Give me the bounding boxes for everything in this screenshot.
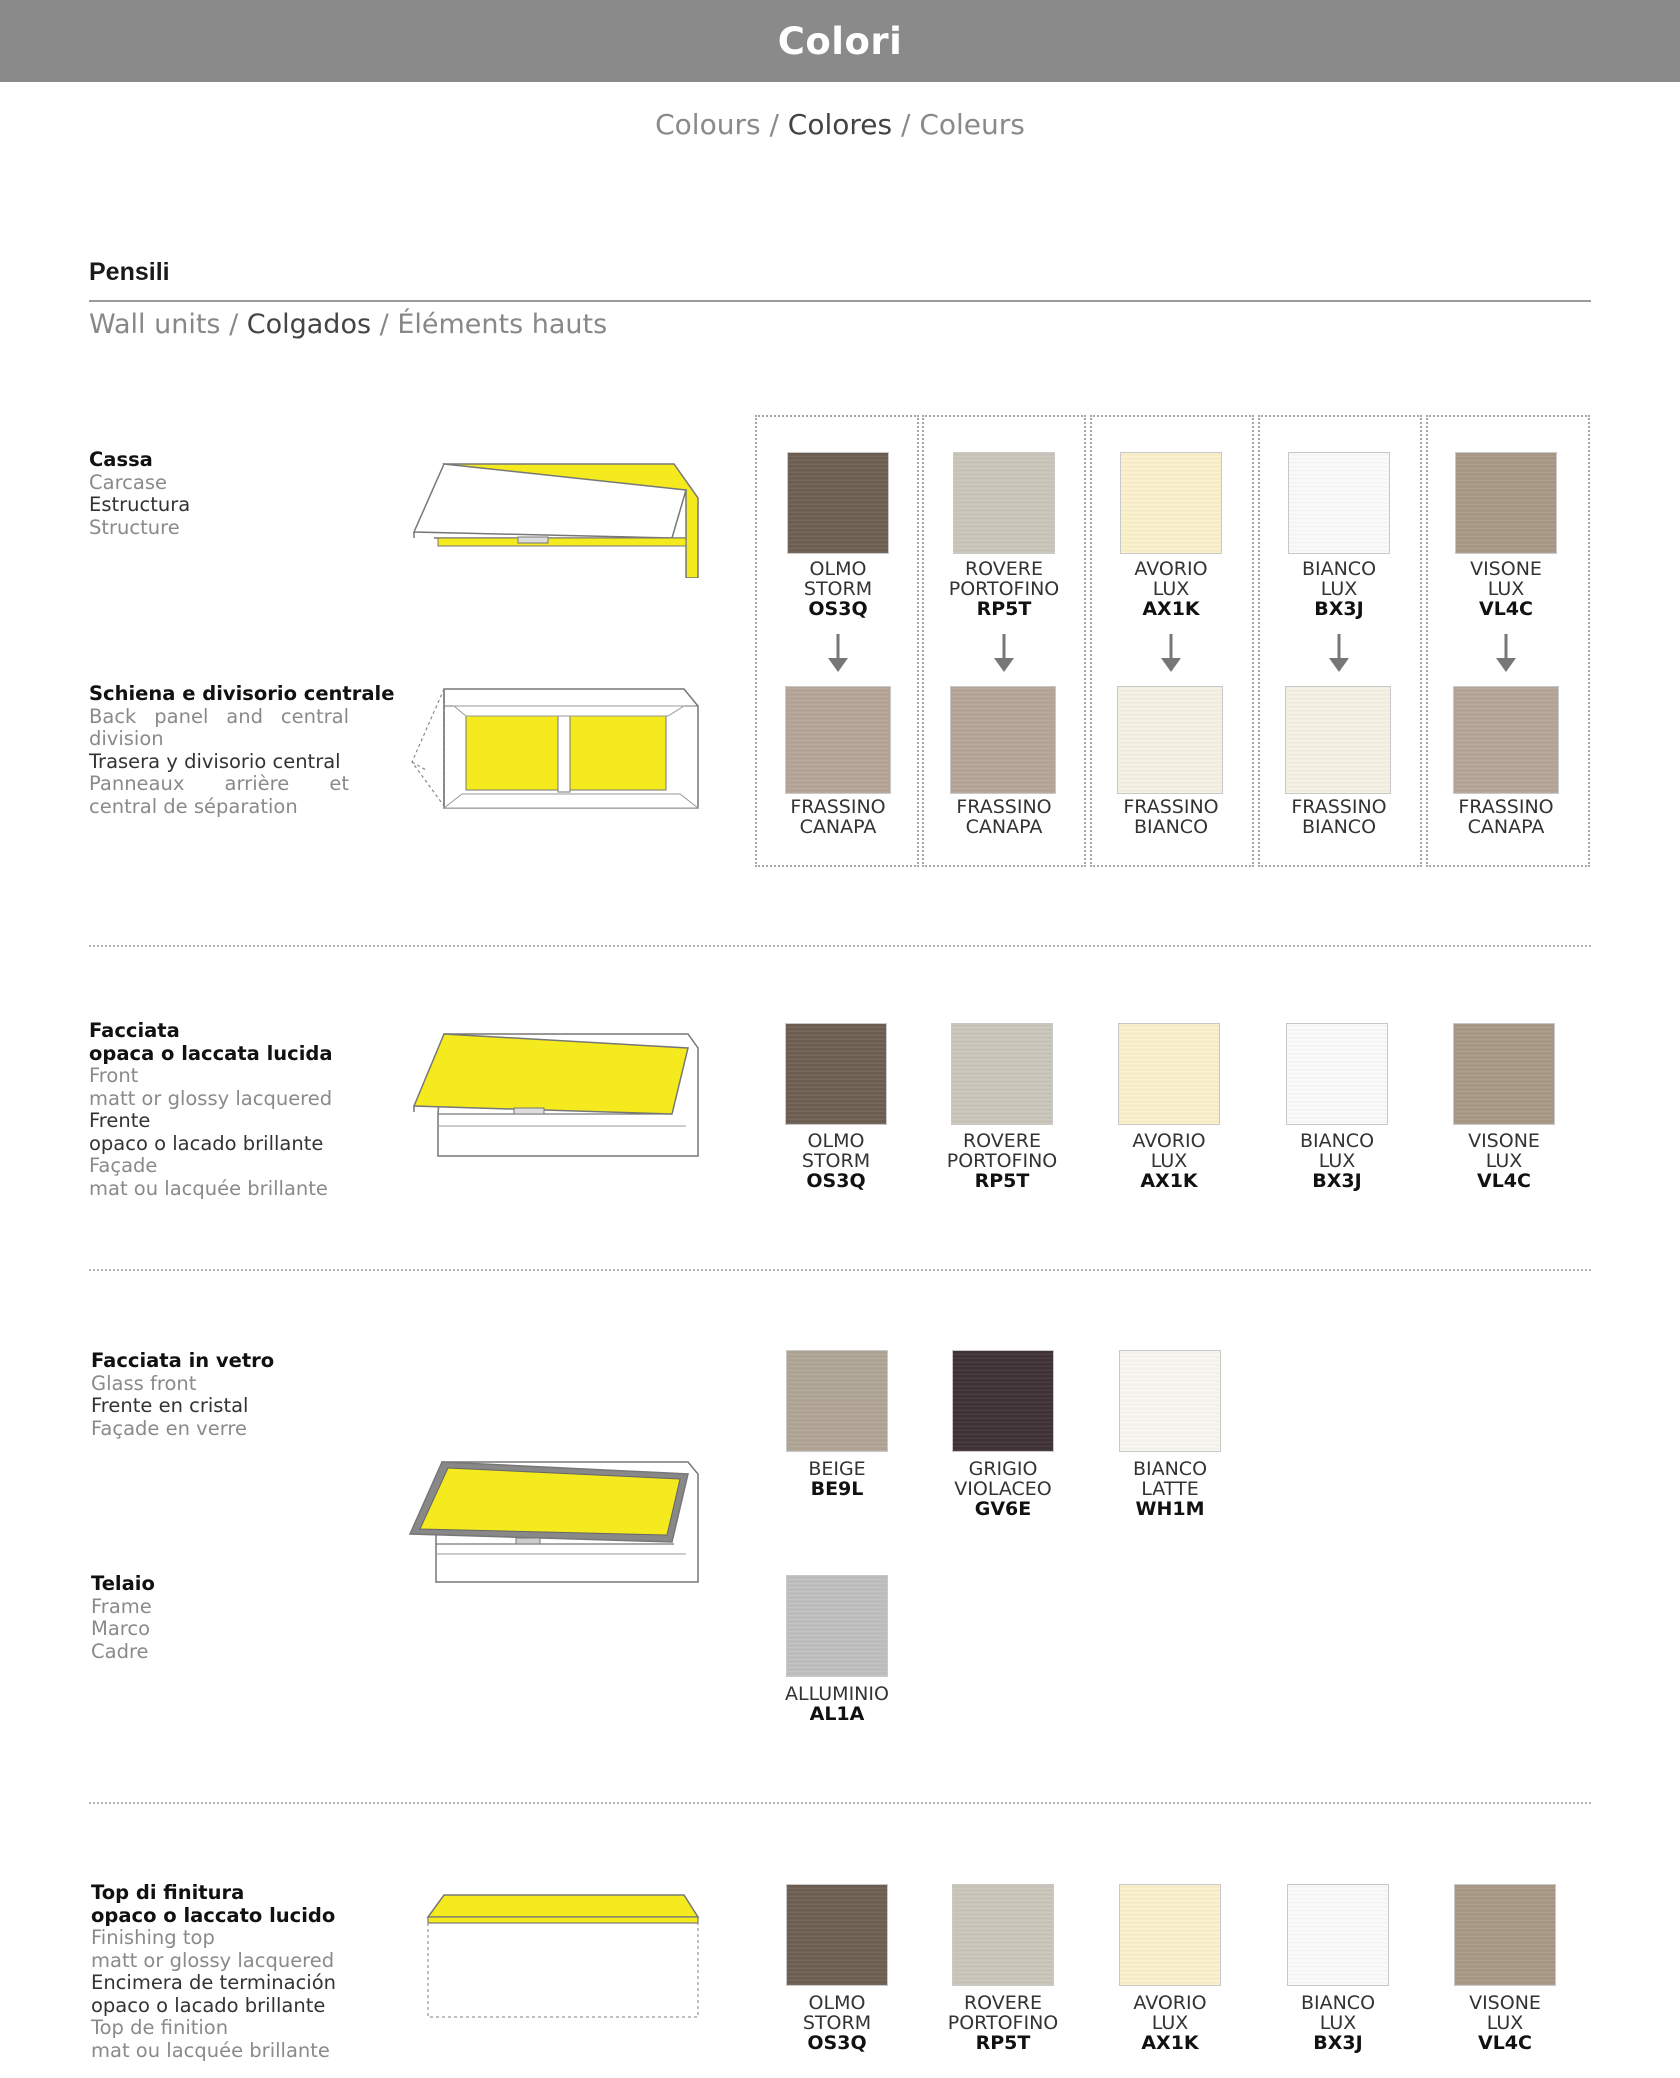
- divider: [89, 945, 1591, 947]
- subtitle-en: Colours: [655, 108, 761, 141]
- glass-front-illustration: [404, 1458, 710, 1584]
- facciata-en: matt or glossy lacquered: [89, 1086, 333, 1110]
- vetro-fr: Façade en verre: [91, 1416, 247, 1440]
- swatch-label: BEIGE BE9L: [808, 1458, 866, 1500]
- divider: [89, 1269, 1591, 1271]
- color-swatch: [787, 452, 889, 554]
- swatch-label: FRASSINO CANAPA: [1458, 796, 1554, 838]
- top-es: Encimera de terminación: [91, 1971, 337, 1994]
- color-swatch: [786, 1884, 888, 1986]
- swatch-label: AVORIO LUX AX1K: [1132, 1130, 1206, 1192]
- cassa-es: Estructura: [89, 493, 191, 516]
- carcase-illustration: [410, 458, 710, 578]
- subtitle-sep: /: [892, 108, 920, 141]
- facciata-it: Facciata: [89, 1019, 180, 1042]
- color-swatch: [1455, 452, 1557, 554]
- color-swatch: [1120, 452, 1222, 554]
- facciata-fr: Façade: [89, 1154, 158, 1177]
- color-swatch: [786, 1575, 888, 1677]
- subtitle-es: Colores: [787, 108, 893, 141]
- swatch-label: VISONE LUX VL4C: [1469, 1992, 1541, 2054]
- color-swatch: [952, 1884, 1054, 1986]
- facciata-en: Front: [89, 1064, 139, 1087]
- section-subtitle: [89, 309, 607, 340]
- arrow-down-icon: [826, 634, 850, 674]
- cassa-fr: Structure: [89, 515, 180, 539]
- color-swatch: [1453, 686, 1559, 794]
- vetro-es: Frente en cristal: [91, 1394, 249, 1417]
- section-sub-sep: /: [371, 309, 398, 340]
- schiena-fr: Panneaux arrière et central de séparation: [89, 772, 349, 818]
- color-swatch: [1453, 1023, 1555, 1125]
- front-illustration: [410, 1030, 710, 1160]
- cassa-label: [89, 449, 190, 539]
- telaio-it: Telaio: [91, 1572, 155, 1595]
- top-it: opaco o laccato lucido: [91, 1903, 336, 1927]
- subtitle-fr: Coleurs: [919, 108, 1025, 141]
- color-swatch: [1118, 1023, 1220, 1125]
- swatch-label: OLMO STORM OS3Q: [803, 558, 873, 620]
- telaio-fr: Cadre: [91, 1639, 149, 1663]
- color-swatch: [951, 1023, 1053, 1125]
- schiena-en: Back panel and central division: [89, 704, 349, 750]
- cassa-it: Cassa: [89, 448, 153, 471]
- vetro-it: Facciata in vetro: [91, 1349, 275, 1372]
- telaio-es: Marco: [91, 1617, 151, 1640]
- page-subtitle: [0, 108, 1680, 141]
- top-it: Top di finitura: [91, 1881, 245, 1904]
- swatch-label: BIANCO LATTE WH1M: [1132, 1458, 1208, 1520]
- swatch-label: AVORIO LUX AX1K: [1134, 558, 1208, 620]
- color-swatch: [1119, 1350, 1221, 1452]
- arrow-down-icon: [992, 634, 1016, 674]
- schiena-es: Trasera y divisorio central: [89, 749, 341, 773]
- swatch-label: ROVERE PORTOFINO RP5T: [947, 1992, 1059, 2054]
- telaio-label: [91, 1573, 155, 1663]
- color-swatch: [952, 1350, 1054, 1452]
- arrow-down-icon: [1327, 634, 1351, 674]
- page-header: [0, 0, 1680, 82]
- color-swatch: [786, 1350, 888, 1452]
- top-fr: mat ou lacquée brillante: [91, 2038, 330, 2062]
- swatch-label: VISONE LUX VL4C: [1468, 1130, 1540, 1192]
- back-panel-illustration: [410, 686, 710, 811]
- color-swatch: [1285, 686, 1391, 794]
- section-sub-sep: /: [220, 309, 247, 340]
- top-en: Finishing top: [91, 1926, 215, 1949]
- swatch-label: OLMO STORM OS3Q: [801, 1130, 871, 1192]
- swatch-label: FRASSINO CANAPA: [956, 796, 1052, 838]
- cassa-en: Carcase: [89, 470, 167, 494]
- top-en: matt or glossy lacquered: [91, 1948, 335, 1972]
- vetro-en: Glass front: [91, 1371, 197, 1395]
- page-title: Colori: [777, 19, 903, 63]
- swatch-label: ROVERE PORTOFINO RP5T: [946, 1130, 1058, 1192]
- swatch-label: BIANCO LUX BX3J: [1299, 1130, 1375, 1192]
- color-swatch: [1119, 1884, 1221, 1986]
- swatch-label: ALLUMINIO AL1A: [785, 1683, 889, 1725]
- color-swatch: [785, 1023, 887, 1125]
- finishing-top-illustration: [424, 1891, 710, 2021]
- color-swatch: [1454, 1884, 1556, 1986]
- arrow-down-icon: [1494, 634, 1518, 674]
- color-swatch: [953, 452, 1055, 554]
- swatch-label: AVORIO LUX AX1K: [1133, 1992, 1207, 2054]
- swatch-label: BIANCO LUX BX3J: [1300, 1992, 1376, 2054]
- swatch-label: BIANCO LUX BX3J: [1301, 558, 1377, 620]
- facciata-es: opaco o lacado brillante: [89, 1131, 324, 1155]
- top-es: opaco o lacado brillante: [91, 1993, 326, 2017]
- section-sub-fr: Éléments hauts: [397, 309, 608, 340]
- section-rule: [89, 300, 1591, 302]
- color-swatch: [1286, 1023, 1388, 1125]
- arrow-down-icon: [1159, 634, 1183, 674]
- facciata-fr: mat ou lacquée brillante: [89, 1176, 328, 1200]
- color-swatch: [1117, 686, 1223, 794]
- swatch-label: FRASSINO CANAPA: [790, 796, 886, 838]
- facciata-es: Frente: [89, 1109, 151, 1132]
- color-swatch: [1288, 452, 1390, 554]
- divider: [89, 1802, 1591, 1804]
- swatch-label: FRASSINO BIANCO: [1123, 796, 1219, 838]
- telaio-en: Frame: [91, 1594, 152, 1618]
- swatch-label: ROVERE PORTOFINO RP5T: [948, 558, 1060, 620]
- swatch-label: VISONE LUX VL4C: [1470, 558, 1542, 620]
- swatch-label: FRASSINO BIANCO: [1291, 796, 1387, 838]
- facciata-label: [89, 1020, 333, 1200]
- schiena-label: [89, 683, 394, 818]
- color-swatch: [950, 686, 1056, 794]
- subtitle-sep: /: [760, 108, 788, 141]
- top-label: [91, 1882, 336, 2062]
- schiena-it: Schiena e divisorio centrale: [89, 682, 395, 705]
- section-sub-en: Wall units: [89, 309, 221, 340]
- color-swatch: [1287, 1884, 1389, 1986]
- swatch-label: OLMO STORM OS3Q: [802, 1992, 872, 2054]
- color-swatch: [785, 686, 891, 794]
- section-title: Pensili: [89, 258, 170, 286]
- top-fr: Top de finition: [91, 2016, 229, 2039]
- vetro-label: [91, 1350, 274, 1440]
- swatch-label: GRIGIO VIOLACEO GV6E: [954, 1458, 1052, 1520]
- facciata-it: opaca o laccata lucida: [89, 1041, 333, 1065]
- section-sub-es: Colgados: [246, 309, 372, 340]
